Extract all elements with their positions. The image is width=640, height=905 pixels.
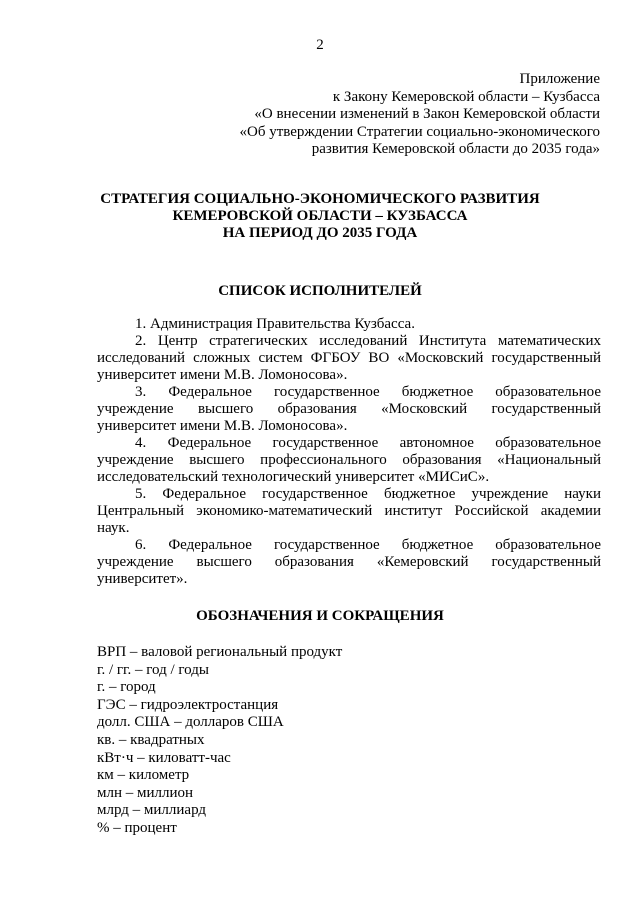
abbreviation-item: км – километр — [97, 767, 190, 784]
executor-item: 5. Федеральное государственное бюджетное учреждение науки Центральный экономико-математический институт Российской академии наук. — [97, 486, 601, 536]
appendix-line: к Закону Кемеровской области – Кузбасса — [332, 88, 600, 105]
document-title — [0, 191, 640, 242]
appendix-header — [239, 71, 600, 159]
title-line: НА ПЕРИОД ДО 2035 ГОДА — [222, 225, 418, 241]
executors-heading: СПИСОК ИСПОЛНИТЕЛЕЙ — [218, 283, 422, 299]
abbreviation-item: кв. – квадратных — [97, 731, 205, 748]
title-line: КЕМЕРОВСКОЙ ОБЛАСТИ – КУЗБАССА — [172, 208, 468, 224]
abbreviation-item: кВт·ч – киловатт-час — [97, 749, 231, 766]
executor-item: 3. Федеральное государственное бюджетное образовательное учреждение высшего образования «Московский государственный университет имени М.В. Ломоносова». — [97, 384, 601, 434]
abbreviation-item: ВРП – валовой региональный продукт — [97, 644, 343, 660]
executor-item: 4. Федеральное государственное автономное образовательное учреждение высшего профессионального образования «Национальный исследовательский технологический университет «МИСиС». — [97, 435, 601, 485]
abbreviation-item: % – процент — [97, 819, 177, 836]
appendix-line: «Об утверждении Стратегии социально-экономического — [239, 123, 600, 140]
appendix-line: «О внесении изменений в Закон Кемеровской области — [254, 106, 600, 122]
executor-item: 6. Федеральное государственное бюджетное образовательное учреждение высшего образования «Кемеровский государственный университет». — [97, 537, 601, 587]
executor-item: 2. Центр стратегических исследований Института математических исследований сложных систем ФГБОУ ВО «Московский государственный университет имени М.В. Ломоносова». — [97, 333, 601, 383]
appendix-line: Приложение — [519, 71, 600, 87]
page-number: 2 — [316, 37, 324, 53]
abbreviation-item: долл. США – долларов США — [97, 714, 284, 731]
title-line: СТРАТЕГИЯ СОЦИАЛЬНО-ЭКОНОМИЧЕСКОГО РАЗВИТИЯ — [100, 191, 540, 207]
executors-list — [97, 316, 601, 588]
abbreviation-item: млрд – миллиард — [97, 802, 207, 819]
abbreviations-list — [97, 644, 601, 838]
executor-item: 1. Администрация Правительства Кузбасса. — [135, 316, 415, 332]
abbreviation-item: млн – миллион — [97, 784, 194, 801]
abbreviation-item: г. – город — [97, 679, 156, 696]
abbreviations-heading: ОБОЗНАЧЕНИЯ И СОКРАЩЕНИЯ — [196, 608, 444, 624]
appendix-line: развития Кемеровской области до 2035 года» — [311, 141, 600, 157]
abbreviation-item: г. / гг. – год / годы — [97, 661, 209, 678]
abbreviation-item: ГЭС – гидроэлектростанция — [97, 696, 279, 713]
